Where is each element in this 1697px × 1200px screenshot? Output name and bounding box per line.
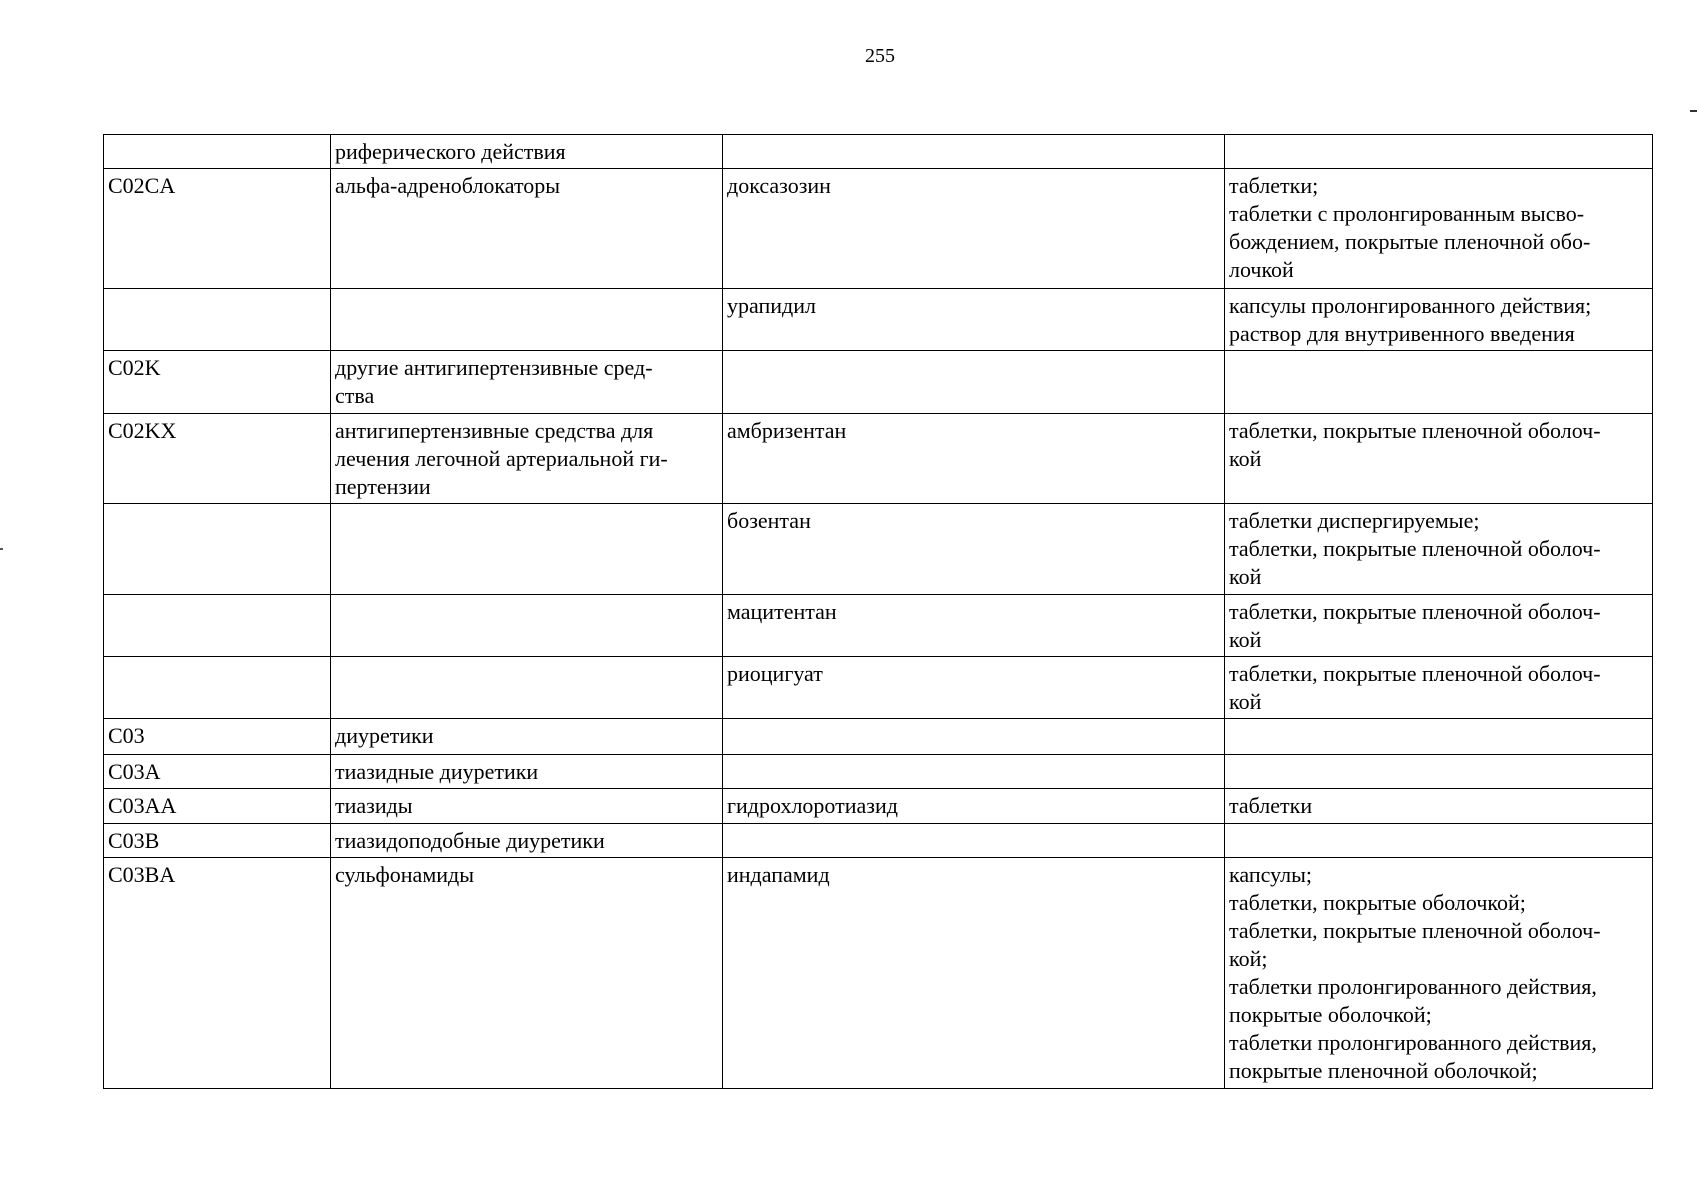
dosage-form-cell: таблетки xyxy=(1225,789,1653,824)
atc-code-cell: C03B xyxy=(104,824,331,858)
dosage-form-cell xyxy=(1225,755,1653,789)
drug-name-cell: урапидил xyxy=(723,289,1225,351)
atc-code-cell xyxy=(104,289,331,351)
dosage-form-cell: таблетки, покрытые пленочной оболоч- кой xyxy=(1225,657,1653,719)
atc-code-cell: C03 xyxy=(104,719,331,755)
atc-code-cell: C03A xyxy=(104,755,331,789)
pharmacological-group-cell: тиазидные диуретики xyxy=(331,755,723,789)
atc-code-cell xyxy=(104,135,331,169)
table-row xyxy=(104,351,1653,414)
atc-code-cell: C03AA xyxy=(104,789,331,824)
pharmacological-group-cell xyxy=(331,289,723,351)
dosage-form-cell: таблетки, покрытые пленочной оболоч- кой xyxy=(1225,414,1653,504)
dosage-form-cell: таблетки диспергируемые; таблетки, покрытые пленочной оболоч- кой xyxy=(1225,504,1653,595)
pharmacological-group-cell xyxy=(331,657,723,719)
atc-code-cell: C03BA xyxy=(104,858,331,1089)
table-row xyxy=(104,135,1653,169)
drug-name-cell xyxy=(723,351,1225,414)
drug-name-cell: доксазозин xyxy=(723,169,1225,289)
atc-code-cell: C02K xyxy=(104,351,331,414)
pharmacological-group-cell: антигипертензивные средства для лечения легочной артериальной ги- пертензии xyxy=(331,414,723,504)
table-row xyxy=(104,824,1653,858)
atc-code-cell: C02KX xyxy=(104,414,331,504)
table-row xyxy=(104,169,1653,289)
atc-code-cell xyxy=(104,504,331,595)
scan-artifact-mark xyxy=(0,548,3,550)
page-number: 255 xyxy=(865,45,895,67)
drug-name-cell: амбризентан xyxy=(723,414,1225,504)
pharmacological-group-cell: диуретики xyxy=(331,719,723,755)
drug-name-cell xyxy=(723,755,1225,789)
dosage-form-cell xyxy=(1225,351,1653,414)
dosage-form-cell: таблетки; таблетки с пролонгированным высво- бождением, покрытые пленочной обо- лочкой xyxy=(1225,169,1653,289)
pharmacological-group-cell xyxy=(331,504,723,595)
dosage-form-cell: капсулы пролонгированного действия; раствор для внутривенного введения xyxy=(1225,289,1653,351)
table-row xyxy=(104,289,1653,351)
table-row xyxy=(104,657,1653,719)
drug-name-cell: индапамид xyxy=(723,858,1225,1089)
pharmacological-group-cell: другие антигипертензивные сред- ства xyxy=(331,351,723,414)
drug-classification-table xyxy=(103,134,1653,1089)
dosage-form-cell: таблетки, покрытые пленочной оболоч- кой xyxy=(1225,595,1653,657)
pharmacological-group-cell: тиазиды xyxy=(331,789,723,824)
pharmacological-group-cell: риферического действия xyxy=(331,135,723,169)
drug-name-cell: бозентан xyxy=(723,504,1225,595)
dosage-form-cell xyxy=(1225,719,1653,755)
pharmacological-group-cell xyxy=(331,595,723,657)
table-row xyxy=(104,719,1653,755)
pharmacological-group-cell: тиазидоподобные диуретики xyxy=(331,824,723,858)
drug-name-cell xyxy=(723,824,1225,858)
drug-name-cell: мацитентан xyxy=(723,595,1225,657)
table-row xyxy=(104,414,1653,504)
atc-code-cell xyxy=(104,595,331,657)
dosage-form-cell: капсулы; таблетки, покрытые оболочкой; таблетки, покрытые пленочной оболоч- кой; таблетки пролонгированного действия, покрытые оболочкой; таблетки пролонгированного действия, покрытые пленочной оболочкой; xyxy=(1225,858,1653,1089)
drug-name-cell xyxy=(723,135,1225,169)
table-row xyxy=(104,504,1653,595)
dosage-form-cell xyxy=(1225,824,1653,858)
table-row xyxy=(104,858,1653,1089)
pharmacological-group-cell: сульфонамиды xyxy=(331,858,723,1089)
drug-name-cell: гидрохлоротиазид xyxy=(723,789,1225,824)
atc-code-cell xyxy=(104,657,331,719)
table-row xyxy=(104,789,1653,824)
pharmacological-group-cell: альфа-адреноблокаторы xyxy=(331,169,723,289)
dosage-form-cell xyxy=(1225,135,1653,169)
scan-artifact-mark xyxy=(1690,110,1697,112)
table-row xyxy=(104,595,1653,657)
table-row xyxy=(104,755,1653,789)
drug-name-cell: риоцигуат xyxy=(723,657,1225,719)
atc-code-cell: C02CA xyxy=(104,169,331,289)
drug-name-cell xyxy=(723,719,1225,755)
